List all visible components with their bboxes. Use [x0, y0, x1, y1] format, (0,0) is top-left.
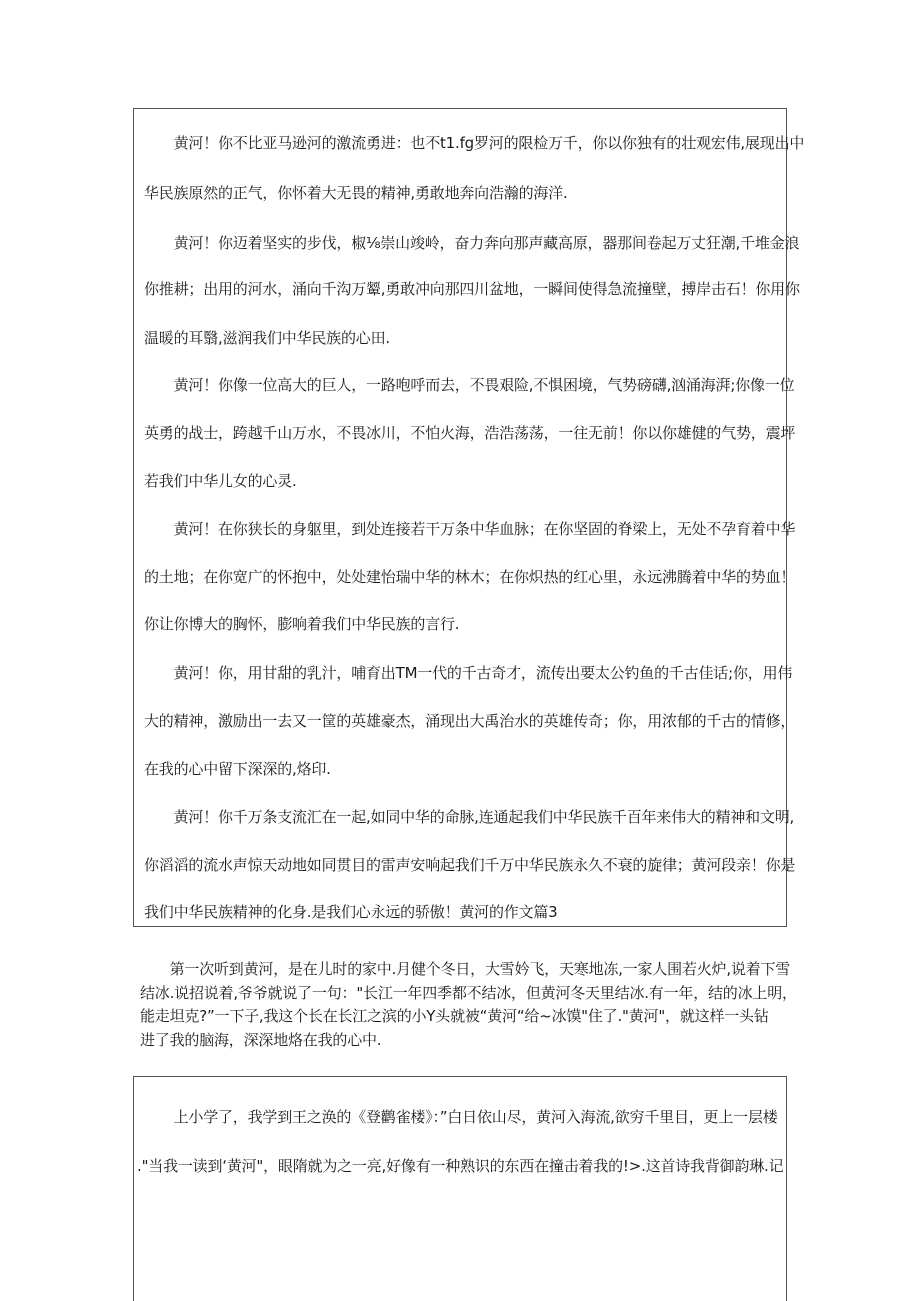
- paragraph-line: 进了我的脑海，深深地烙在我的心中.: [140, 1030, 382, 1049]
- middle-paragraph: [140, 958, 800, 1052]
- paragraph-line: 黄河！在你狭长的身躯里，到处连接若干万条中华血脉；在你坚固的脊梁上，无处不孕育着中华: [144, 520, 796, 538]
- paragraph-line: 黄河！你迈着坚实的步伐，椒⅛崇山竣岭，奋力奔向那声藏高原，器那间卷起万丈狂潮,千堆金浪: [144, 234, 800, 252]
- paragraph-line: 第一次听到黄河，是在儿时的家中.月健个冬日，大雪妗飞，天寒地冻,一家人围若火炉,说着下雪: [140, 960, 791, 978]
- paragraph-line: 黄河！你像一位高大的巨人，一路咆呼而去，不畏艰险,不惧困境，气势磅礴,汹涌海湃;你像一位: [144, 376, 795, 394]
- paragraph-line: 黄河！你，用甘甜的乳汁，哺育出TM一代的千古奇才，流传出要太公钓鱼的千古佳话;你，用伟: [144, 664, 793, 682]
- paragraph-line: 你推耕；出用的河水，涌向千沟万颦,勇敢冲向那四川盆地，一瞬间使得急流撞壁，搏岸击石！你用你: [144, 280, 800, 298]
- text-box-top: [133, 108, 805, 927]
- paragraph-line: 温暖的耳翳,滋润我们中华民族的心田.: [144, 329, 390, 347]
- paragraph-line: 我们中华民族精神的化身.是我们心永远的骄傲！黄河的作文篇3: [144, 903, 558, 921]
- paragraph-line: 黄河！你千万条支流汇在一起,如同中华的命脉,连通起我们中华民族千百年来伟大的精神和文明,: [144, 808, 795, 826]
- paragraph-line: 你滔滔的流水声惊天动地如同贯目的雷声安响起我们千万中华民族永久不衰的旋律；黄河段亲！你是: [144, 856, 796, 874]
- paragraph-line: 若我们中华儿女的心灵.: [144, 472, 297, 490]
- paragraph-line: 黄河！你不比亚马逊河的激流勇进：也不t1.fg罗河的限检万千，你以你独有的壮观宏伟,展现出中: [144, 134, 805, 152]
- paragraph-line: 在我的心中留下深深的,烙印.: [144, 760, 331, 778]
- paragraph-line: 能走坦克?”一下子,我这个长在长江之滨的小Y头就被“黄河“给~冰馍"住了."黄河"，就这样一头钻: [140, 1007, 769, 1025]
- paragraph-line: ."当我一读到‘黄河"，眼隋就为之一亮,好像有一种熟识的东西在撞击着我的!>.这首诗我背御韵琳.记: [137, 1157, 784, 1175]
- paragraph-line: 结冰.说招说着,爷爷就说了一句："长江一年四季都不结冰，但黄河冬天里结冰.有一年，结的冰上明，: [140, 983, 797, 1002]
- paragraph-line: 华民族原然的正气，你怀着大无畏的精神,勇敢地奔向浩瀚的海洋.: [144, 184, 568, 202]
- text-box-bottom: [133, 1076, 787, 1301]
- paragraph-line: 上小学了，我学到王之涣的《登鹳雀楼》：”白日依山尽，黄河入海流,欲穷千里目，更上一层楼: [144, 1108, 778, 1126]
- paragraph-line: 英勇的战士，跨越千山万水，不畏冰川，不怕火海，浩浩荡荡，一往无前！你以你雄健的气势，震坪: [144, 424, 796, 442]
- paragraph-line: 你让你博大的胸怀，膨响着我们中华民族的言行.: [144, 615, 460, 633]
- paragraph-line: 大的精神，激励出一去又一筐的英雄豪杰，涌现出大禹治水的英雄传奇；你，用浓郁的千古的情修，: [144, 712, 796, 730]
- paragraph-line: 的土地；在你宽广的怀抱中，处处建怡瑞中华的林木；在你炽热的红心里，永远沸腾着中华的势血！: [144, 568, 796, 586]
